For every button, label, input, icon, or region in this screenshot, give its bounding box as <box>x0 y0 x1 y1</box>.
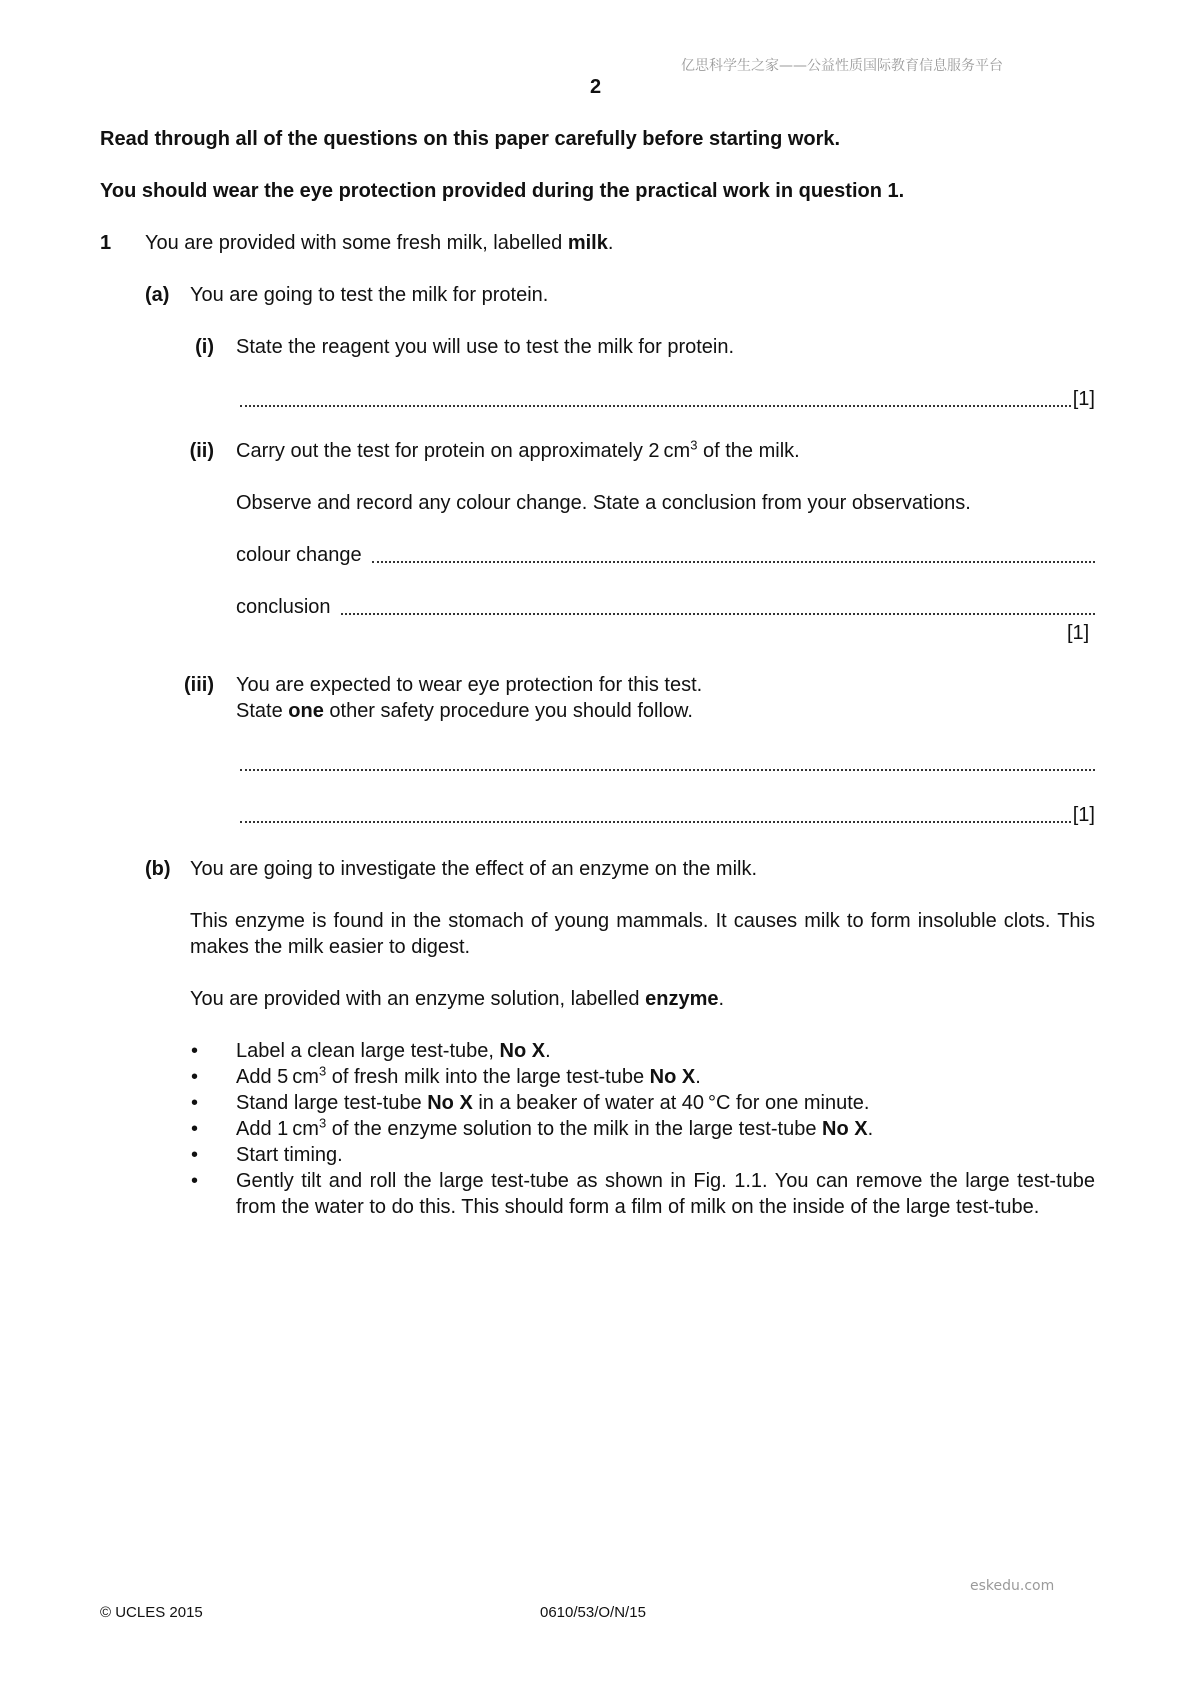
bullet-point: • <box>191 1040 199 1062</box>
part-a-iii-instruction: State one other safety procedure you should follow. <box>236 700 693 722</box>
part-b-text: You are going to investigate the effect of an enzyme on the milk. <box>190 858 758 880</box>
top-watermark: 亿思科学生之家——公益性质国际教育信息服务平台 <box>681 58 1003 74</box>
colour-change-label: colour change <box>236 544 362 566</box>
procedure-step-timing: Start timing. <box>236 1144 343 1166</box>
paper-code: 0610/53/O/N/15 <box>540 1604 646 1621</box>
part-a-ii-label: (ii) <box>189 440 214 462</box>
procedure-step-stand: Stand large test-tube No X in a beaker of water at 40 °C for one minute. <box>236 1092 870 1114</box>
answer-line-safety-2[interactable] <box>240 802 1095 828</box>
page-number: 2 <box>590 76 602 98</box>
answer-line-colour-change[interactable] <box>236 542 1095 568</box>
bullet-point: • <box>191 1144 199 1166</box>
conclusion-label: conclusion <box>236 596 331 618</box>
mark-allocation: [1] <box>1072 388 1095 410</box>
part-b-paragraph: This enzyme is found in the stomach of young mammals. It causes milk to form insoluble clots. This makes the milk easier to digest. <box>190 910 1095 958</box>
part-a-text: You are going to test the milk for protein. <box>190 284 549 306</box>
answer-line-conclusion[interactable] <box>236 594 1095 620</box>
procedure-step-add-enzyme: Add 1 $cm^3$ of the enzyme solution to the milk in the large test-tube No X. <box>236 1115 874 1140</box>
bottom-watermark: eskedu.com <box>970 1578 1055 1594</box>
part-a-iii-label: (iii) <box>184 674 214 696</box>
part-a-i-label: (i) <box>195 336 214 358</box>
question-number: 1 <box>100 232 112 254</box>
copyright: © UCLES 2015 <box>100 1604 203 1621</box>
answer-line-safety-1[interactable] <box>240 750 1095 776</box>
part-a-i-text: State the reagent you will use to test the milk for protein. <box>236 336 735 358</box>
bullet-point: • <box>191 1118 199 1140</box>
bullet-point: • <box>191 1170 199 1192</box>
mark-allocation: [1] <box>1067 622 1090 644</box>
part-a-iii-text: You are expected to wear eye protection for this test. <box>236 674 703 696</box>
procedure-step-tilt-roll: Gently tilt and roll the large test-tube as shown in Fig. 1.1. You can remove the large test-tube from the water to do this. This should form a film of milk on the inside of the large test-tube. <box>236 1170 1095 1218</box>
instruction-read-all: Read through all of the questions on this paper carefully before starting work. <box>100 128 841 150</box>
part-a-ii-text: Carry out the test for protein on approximately 2 $cm^3$ of the milk. <box>236 437 800 462</box>
part-b-label: (b) <box>145 858 171 880</box>
procedure-step-add-milk: Add 5 $cm^3$ of fresh milk into the large test-tube No X. <box>236 1063 701 1088</box>
instruction-eye-protection: You should wear the eye protection provided during the practical work in question 1. <box>100 180 905 202</box>
mark-allocation: [1] <box>1072 804 1095 826</box>
part-b-provided: You are provided with an enzyme solution, labelled enzyme. <box>190 988 725 1010</box>
part-a-label: (a) <box>145 284 170 306</box>
bullet-point: • <box>191 1092 199 1114</box>
procedure-step-label: Label a clean large test-tube, No X. <box>236 1040 551 1062</box>
bullet-point: • <box>191 1066 199 1088</box>
question-intro: You are provided with some fresh milk, labelled milk. <box>145 232 614 254</box>
answer-line-reagent[interactable] <box>240 386 1095 412</box>
part-a-ii-instruction: Observe and record any colour change. State a conclusion from your observations. <box>236 492 971 514</box>
